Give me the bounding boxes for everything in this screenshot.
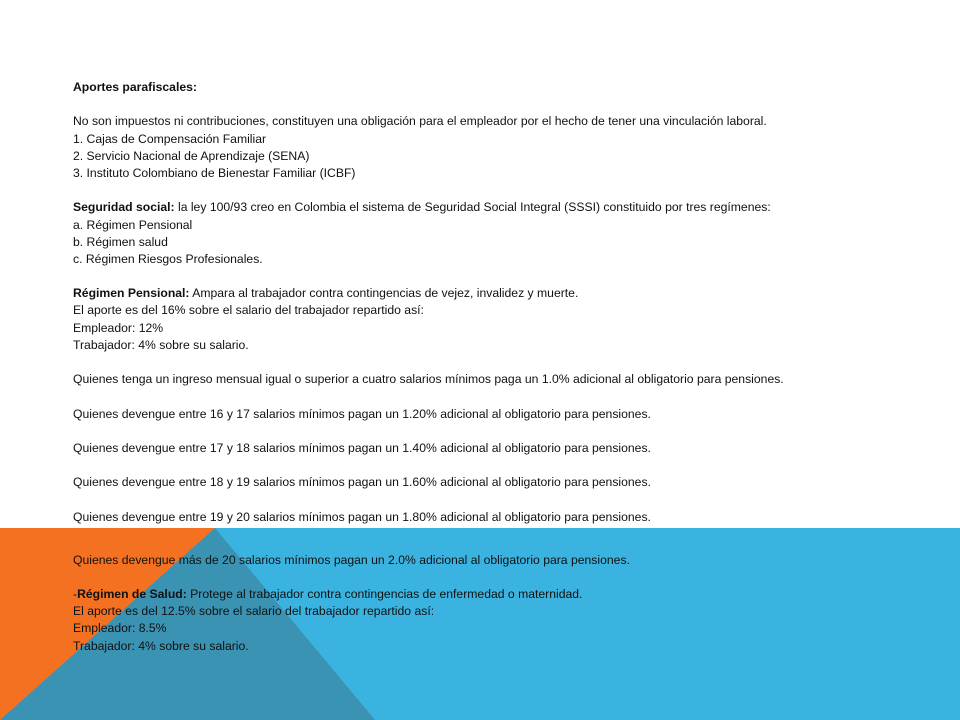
slide-content bbox=[73, 79, 933, 655]
adicional-line: Quienes devengue entre 18 y 19 salarios mínimos pagan un 1.60% adicional al obligatorio para pensiones. bbox=[73, 475, 651, 490]
salud-label: Régimen de Salud: bbox=[77, 587, 187, 602]
seguridad-item: b. Régimen salud bbox=[73, 234, 168, 249]
salud-trabajador: Trabajador: 4% sobre su salario. bbox=[73, 638, 249, 653]
pensional-empleador: Empleador: 12% bbox=[73, 320, 164, 335]
adicional-line: Quienes devengue entre 16 y 17 salarios mínimos pagan un 1.20% adicional al obligatorio para pensiones. bbox=[73, 406, 651, 421]
salud-text: Protege al trabajador contra contingencias de enfermedad o maternidad. bbox=[186, 587, 583, 602]
pensional-text: Ampara al trabajador contra contingencias de vejez, invalidez y muerte. bbox=[189, 286, 579, 301]
seguridad-social-text: la ley 100/93 creo en Colombia el sistema de Seguridad Social Integral (SSSI) constituido por tres regímenes: bbox=[174, 200, 771, 215]
pensional-paragraph bbox=[73, 285, 933, 302]
salud-aporte: El aporte es del 12.5% sobre el salario del trabajador repartido así: bbox=[73, 604, 435, 619]
pensional-label: Régimen Pensional: bbox=[73, 286, 190, 301]
seguridad-social-paragraph bbox=[73, 199, 933, 216]
parafiscales-item: 1. Cajas de Compensación Familiar bbox=[73, 131, 267, 146]
parafiscales-intro: No son impuestos ni contribuciones, constituyen una obligación para el empleador por el hecho de tener una vinculación laboral. bbox=[73, 114, 767, 129]
seguridad-item: a. Régimen Pensional bbox=[73, 217, 193, 232]
seguridad-social-label: Seguridad social: bbox=[73, 200, 175, 215]
salud-paragraph bbox=[73, 586, 933, 603]
adicional-line: Quienes devengue entre 19 y 20 salarios mínimos pagan un 1.80% adicional al obligatorio para pensiones. bbox=[73, 509, 651, 524]
salud-empleador: Empleador: 8.5% bbox=[73, 621, 167, 636]
parafiscales-title: Aportes parafiscales: bbox=[73, 80, 197, 94]
seguridad-item: c. Régimen Riesgos Profesionales. bbox=[73, 251, 263, 266]
salud-prefix: - bbox=[73, 587, 78, 602]
adicional-line: Quienes devengue entre 17 y 18 salarios mínimos pagan un 1.40% adicional al obligatorio para pensiones. bbox=[73, 440, 651, 455]
parafiscales-item: 2. Servicio Nacional de Aprendizaje (SENA) bbox=[73, 148, 310, 163]
pensional-trabajador: Trabajador: 4% sobre su salario. bbox=[73, 337, 249, 352]
parafiscales-item: 3. Instituto Colombiano de Bienestar Familiar (ICBF) bbox=[73, 165, 356, 180]
adicional-line: Quienes tenga un ingreso mensual igual o superior a cuatro salarios mínimos paga un 1.0% adicional al obligatorio para pensiones. bbox=[73, 372, 784, 387]
pensional-aporte: El aporte es del 16% sobre el salario del trabajador repartido así: bbox=[73, 303, 424, 318]
adicional-line: Quienes devengue más de 20 salarios mínimos pagan un 2.0% adicional al obligatorio para pensiones. bbox=[73, 552, 630, 567]
